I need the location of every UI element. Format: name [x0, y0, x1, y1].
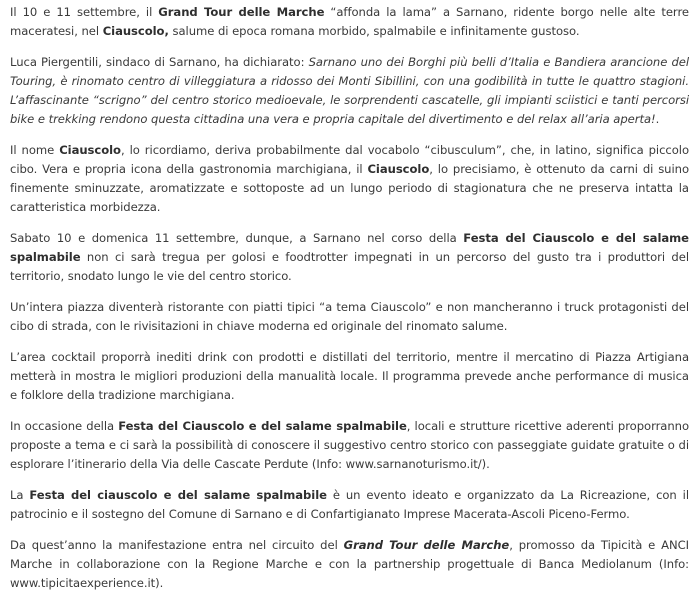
paragraph-accommodation	[10, 417, 689, 474]
text-segment: In occasione della	[10, 419, 119, 433]
text-segment: , locali e strutture ricettive aderenti proporranno proposte a tema e ci sarà la possibilità di conoscere il suggestivo centro storico con passeggiate guidate gratuite o di esplorare l’itinerario della Via delle Cascate Perdute (Info: www.sarnanoturismo.it/).	[10, 419, 690, 471]
paragraph-name-origin	[10, 141, 689, 217]
text-segment: non ci sarà tregua per golosi e foodtrotter impegnati in un percorso del gusto tra i produttori del territorio, snodato lungo le vie del centro storico.	[10, 250, 689, 283]
text-segment-bold: Ciauscolo	[59, 143, 121, 157]
text-segment: La	[10, 488, 30, 502]
text-segment: “affonda la lama” a Sarnano, ridente borgo nelle alte terre maceratesi, nel	[10, 5, 689, 38]
paragraph-food-piazza	[10, 298, 689, 336]
text-segment: è un evento ideato e organizzato da La Ricreazione, con il patrocinio e il sostegno del Comune di Sarnano e di Confartigianato Imprese Macerata-Ascoli Piceno-Fermo.	[10, 488, 689, 521]
text-segment: L’area cocktail proporrà inediti drink con prodotti e distillati del territorio, mentre il mercatino di Piazza Artigiana metterà in mostra le migliori produzioni della manualità locale. Il programma prevede anche performance di musica e folklore della tradizione marchigiana.	[10, 350, 689, 402]
text-segment-bold: Festa del ciauscolo e del salame spalmabile	[29, 488, 327, 502]
text-segment-bold: Grand Tour delle Marche	[158, 5, 325, 19]
quote-text: Sarnano uno dei Borghi più belli d’Italia e Bandiera arancione del Touring, è rinomato centro di villeggiatura a ridosso dei Monti Sibillini, con una godibilità in tutte le quattro stagioni. L’affascinante “scrigno” del centro storico medioevale, le sorprendenti cascatelle, gli impianti sciistici e tanti percorsi bike e trekking rendono questa cittadina una vera e propria capitale del divertimento e del relax all’aria aperta!	[10, 55, 690, 126]
paragraph-organizers	[10, 486, 689, 524]
paragraph-festival-dates	[10, 229, 689, 286]
paragraph-intro	[10, 3, 689, 41]
text-segment: , lo ricordiamo, deriva probabilmente dal vocabolo “cibusculum”, che, in latino, significa piccolo cibo. Vera e propria icona della gastronomia marchigiana, il	[10, 143, 689, 176]
text-segment: salume di epoca romana morbido, spalmabile e infinitamente gustoso.	[168, 24, 580, 38]
text-segment: .	[655, 112, 660, 126]
paragraph-cocktail-area	[10, 348, 689, 405]
text-segment: , promosso da Tipicità e ANCI Marche in collaborazione con la Regione Marche e con la partnership progettuale di Banca Mediolanum (Info: www.tipicitaexperience.it).	[10, 538, 689, 590]
text-segment: , lo precisiamo, è ottenuto da carni di suino finemente sminuzzate, aromatizzate e sottoposte ad un lungo periodo di stagionatura che ne preserva intatta la caratteristica morbidezza.	[10, 162, 689, 214]
text-segment-bold: Festa del Ciauscolo e del salame spalmabile	[118, 419, 407, 433]
text-segment: Sabato 10 e domenica 11 settembre, dunque, a Sarnano nel corso della	[10, 231, 464, 245]
text-segment: Il 10 e 11 settembre, il	[10, 5, 159, 19]
text-segment: Luca Piergentili, sindaco di Sarnano, ha dichiarato:	[10, 55, 309, 69]
text-segment-bold: Festa del Ciauscolo e del salame spalmabile	[10, 231, 689, 264]
text-segment: Il nome	[10, 143, 60, 157]
paragraph-grand-tour	[10, 536, 689, 593]
text-segment-bold: Ciauscolo	[367, 162, 430, 176]
text-segment-bold: Ciauscolo,	[102, 24, 169, 38]
paragraph-mayor-quote	[10, 53, 689, 129]
text-segment: Un’intera piazza diventerà ristorante con piatti tipici “a tema Ciauscolo” e non mancheranno i truck protagonisti del cibo di strada, con le rivisitazioni in chiave moderna ed originale del rinomato salume.	[10, 300, 689, 333]
text-segment-bold-italic: Grand Tour delle Marche	[343, 538, 510, 552]
text-segment: Da quest’anno la manifestazione entra nel circuito del	[10, 538, 344, 552]
